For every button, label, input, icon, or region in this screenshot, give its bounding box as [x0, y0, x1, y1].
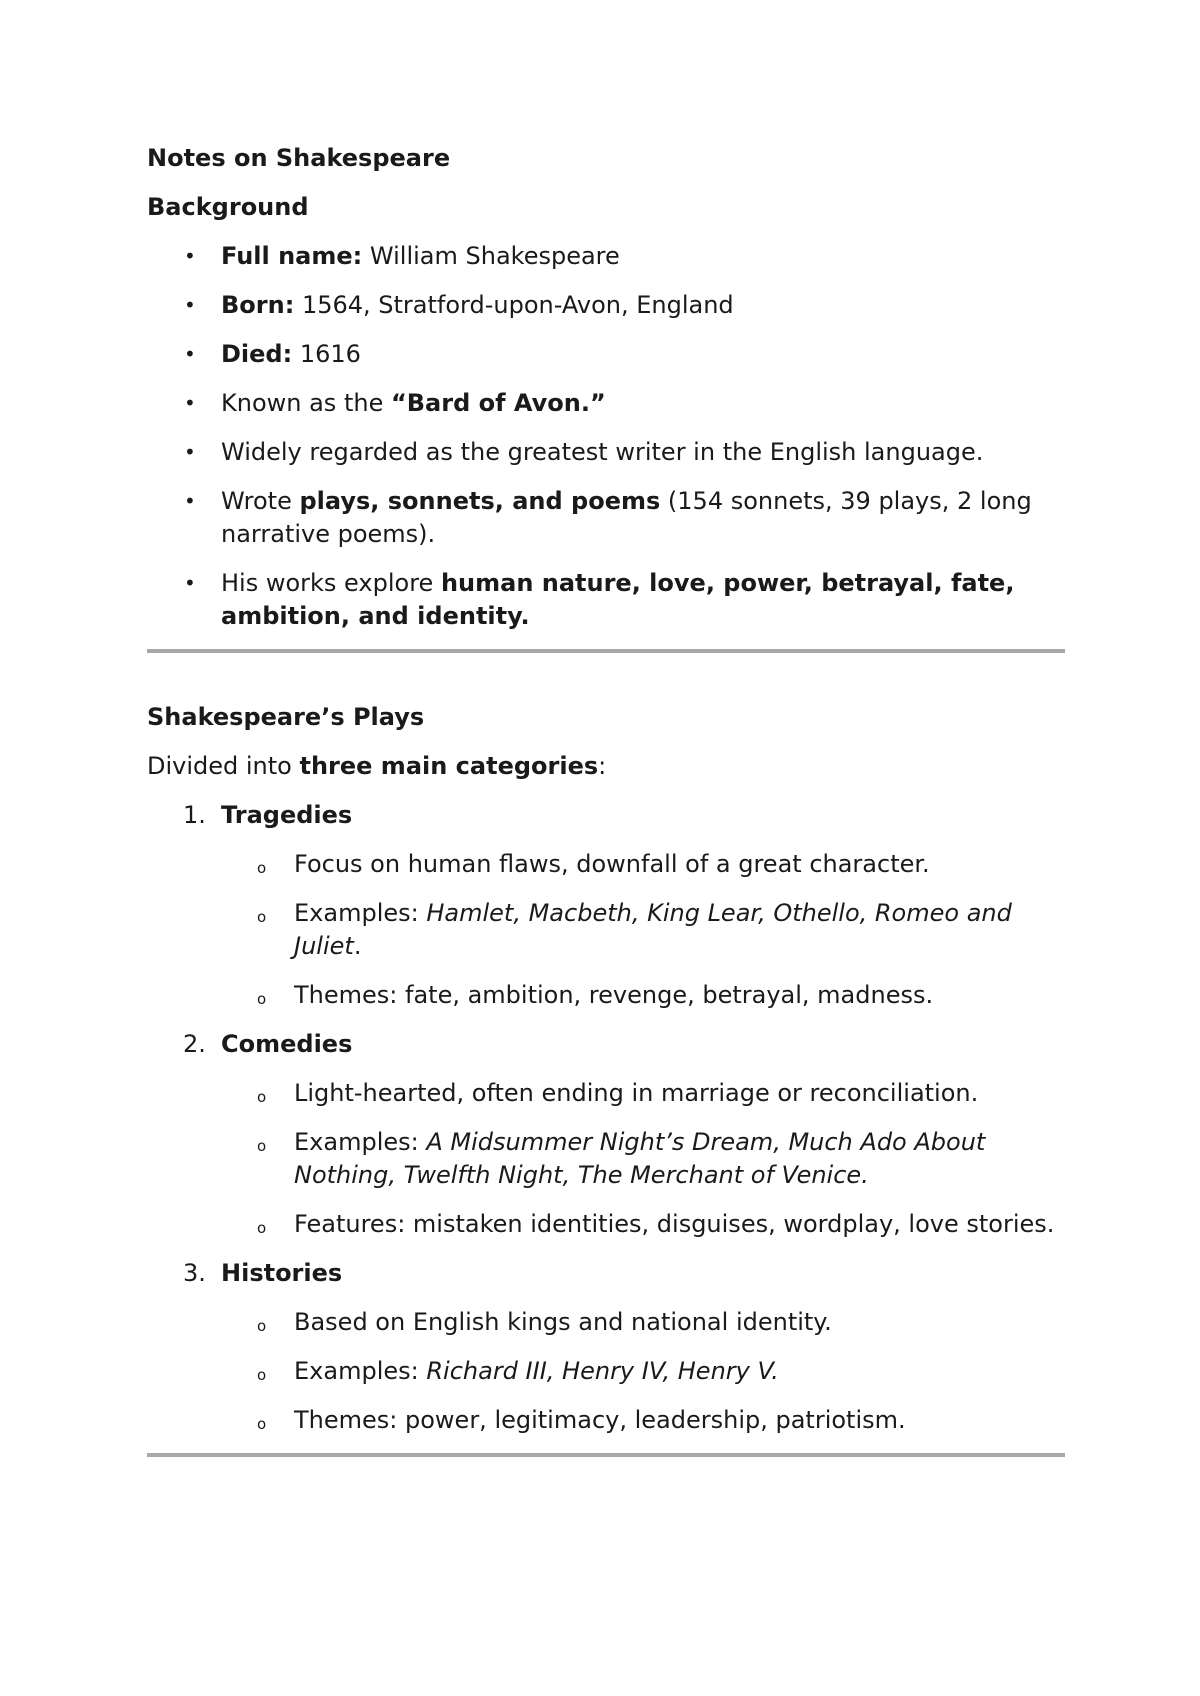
examples-label: Examples:: [294, 899, 419, 927]
document-page: [147, 142, 1065, 1457]
list-item: [147, 240, 1065, 273]
category-number: 3.: [183, 1259, 206, 1287]
bullet-icon: •: [184, 440, 196, 464]
died-value: 1616: [299, 340, 361, 368]
circle-bullet-icon: o: [257, 1137, 267, 1155]
examples-end: .: [353, 932, 362, 960]
list-item: [147, 485, 1065, 551]
focus-text: Focus on human flaws, downfall of a great character.: [294, 850, 930, 878]
list-item: [147, 289, 1065, 322]
full-name-label: Full name:: [221, 242, 363, 270]
category-comedies: [147, 1028, 1065, 1241]
bullet-icon: •: [184, 293, 196, 317]
full-name-value: William Shakespeare: [369, 242, 620, 270]
explore-bold: human nature, love, power, betrayal, fate, ambition, and identity.: [221, 569, 1015, 630]
born-value: 1564, Stratford-upon-Avon, England: [301, 291, 734, 319]
examples-titles: Hamlet, Macbeth, King Lear, Othello, Romeo and Juliet: [294, 899, 1012, 960]
circle-bullet-icon: o: [257, 859, 267, 877]
wrote-prefix: Wrote: [221, 487, 292, 515]
circle-bullet-icon: o: [257, 1317, 267, 1335]
circle-bullet-icon: o: [257, 1415, 267, 1433]
list-item: [147, 338, 1065, 371]
examples-label: Examples:: [294, 1357, 419, 1385]
wrote-bold: plays, sonnets, and poems: [299, 487, 661, 515]
explore-prefix: His works explore: [221, 569, 434, 597]
list-item: [147, 897, 1065, 963]
category-details: [147, 1306, 1065, 1437]
circle-bullet-icon: o: [257, 1088, 267, 1106]
list-item: [147, 436, 1065, 469]
bullet-icon: •: [184, 391, 196, 415]
bullet-icon: •: [184, 571, 196, 595]
list-item: [147, 567, 1065, 633]
category-heading: [147, 799, 1065, 832]
intro-bold: three main categories: [299, 752, 599, 780]
list-item: [147, 848, 1065, 881]
list-item: [147, 1355, 1065, 1388]
circle-bullet-icon: o: [257, 1219, 267, 1237]
category-details: [147, 1077, 1065, 1241]
focus-text: Based on English kings and national identity.: [294, 1308, 832, 1336]
list-item: [147, 1126, 1065, 1192]
background-heading: Background: [147, 193, 309, 221]
known-bold: “Bard of Avon.”: [390, 389, 606, 417]
regarded-text: Widely regarded as the greatest writer in the English language.: [221, 438, 984, 466]
category-details: [147, 848, 1065, 1012]
category-number: 1.: [183, 801, 206, 829]
list-item: [147, 1404, 1065, 1437]
examples-titles: Richard III, Henry IV, Henry V.: [426, 1357, 779, 1385]
examples-titles: A Midsummer Night’s Dream, Much Ado About Nothing, Twelfth Night, The Merchant of Venice.: [294, 1128, 986, 1189]
list-item: [147, 1208, 1065, 1241]
bullet-icon: •: [184, 244, 196, 268]
wrote-suffix: (154 sonnets, 39 plays, 2 long narrative poems).: [221, 487, 1032, 548]
list-item: [147, 1306, 1065, 1339]
section-divider: [147, 1453, 1065, 1457]
circle-bullet-icon: o: [257, 908, 267, 926]
known-prefix: Known as the: [221, 389, 384, 417]
background-list: [147, 240, 1065, 633]
intro-suffix: :: [598, 752, 607, 780]
category-tragedies: [147, 799, 1065, 1012]
list-item: [147, 979, 1065, 1012]
intro-prefix: Divided into: [147, 752, 292, 780]
category-heading: [147, 1028, 1065, 1061]
category-name: Tragedies: [221, 801, 353, 829]
list-item: [147, 387, 1065, 420]
themes-text: Themes: fate, ambition, revenge, betrayal, madness.: [294, 981, 934, 1009]
plays-intro: [147, 750, 1065, 783]
plays-heading: Shakespeare’s Plays: [147, 703, 425, 731]
died-label: Died:: [221, 340, 293, 368]
circle-bullet-icon: o: [257, 1366, 267, 1384]
examples-label: Examples:: [294, 1128, 419, 1156]
bullet-icon: •: [184, 342, 196, 366]
features-text: Features: mistaken identities, disguises, wordplay, love stories.: [294, 1210, 1055, 1238]
category-name: Comedies: [221, 1030, 353, 1058]
category-number: 2.: [183, 1030, 206, 1058]
circle-bullet-icon: o: [257, 990, 267, 1008]
born-label: Born:: [221, 291, 295, 319]
list-item: [147, 1077, 1065, 1110]
category-histories: [147, 1257, 1065, 1437]
category-heading: [147, 1257, 1065, 1290]
document-title: Notes on Shakespeare: [147, 144, 451, 172]
focus-text: Light-hearted, often ending in marriage or reconciliation.: [294, 1079, 979, 1107]
categories-list: [147, 799, 1065, 1437]
themes-text: Themes: power, legitimacy, leadership, patriotism.: [294, 1406, 906, 1434]
category-name: Histories: [221, 1259, 343, 1287]
bullet-icon: •: [184, 489, 196, 513]
